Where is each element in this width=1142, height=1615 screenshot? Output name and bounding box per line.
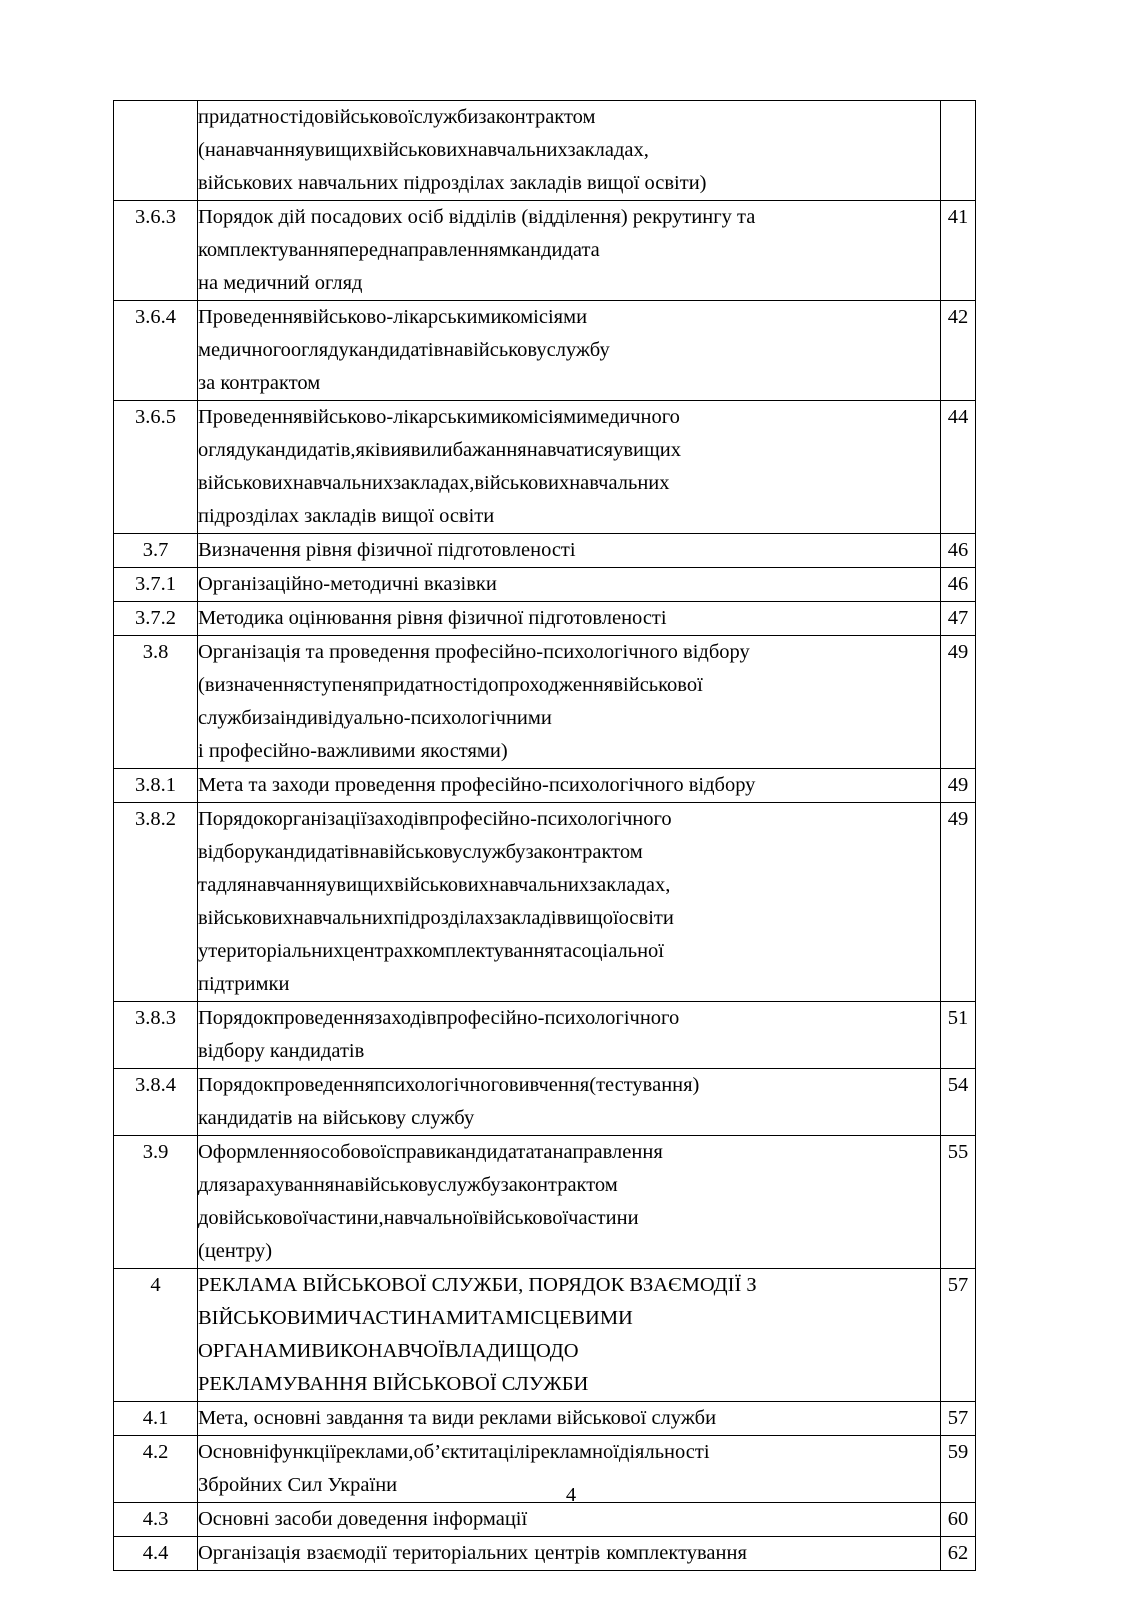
section-number-cell: 4.2 — [114, 1436, 198, 1503]
section-title-cell — [198, 1537, 941, 1571]
title-word: заходів — [374, 1007, 437, 1029]
page-number-cell: 47 — [941, 602, 976, 636]
title-word: навчання — [224, 139, 305, 161]
title-word: військово-лікарськими — [302, 406, 502, 428]
title-word: кандидатів, — [255, 439, 356, 461]
title-word: на — [443, 339, 464, 361]
title-word: закладах, — [567, 139, 649, 161]
section-title-cell — [198, 1002, 941, 1069]
title-line — [198, 902, 940, 935]
title-word: Проведення — [198, 306, 303, 328]
title-word: до — [198, 1207, 219, 1229]
page-number-cell: 59 — [941, 1436, 976, 1503]
table-row — [114, 1069, 976, 1136]
title-word: рекламної — [530, 1441, 619, 1463]
title-word: у — [304, 139, 315, 161]
section-number-cell: 3.8.1 — [114, 769, 198, 803]
title-word: на — [359, 841, 380, 863]
title-line — [198, 267, 940, 300]
title-word: виявили — [380, 439, 453, 461]
title-line — [198, 968, 940, 1001]
section-number-cell: 4.4 — [114, 1537, 198, 1571]
title-line — [198, 1136, 940, 1169]
title-word: військової — [324, 106, 414, 128]
page-number-cell — [941, 101, 976, 201]
title-line — [198, 101, 940, 134]
section-number-cell: 3.7.1 — [114, 568, 198, 602]
title-word: комплектування — [413, 940, 554, 962]
title-word: вивчення — [508, 1074, 590, 1096]
title-word: кандидатів на військову службу — [198, 1107, 475, 1129]
title-word: кандидата — [511, 239, 600, 261]
title-line — [198, 301, 940, 334]
table-row — [114, 401, 976, 534]
page-number-cell: 49 — [941, 636, 976, 769]
title-word: Методика оцінювання рівня фізичної підготовленості — [198, 607, 667, 629]
title-line — [198, 836, 940, 869]
table-row — [114, 101, 976, 201]
table-row — [114, 1002, 976, 1069]
page-number-cell: 57 — [941, 1402, 976, 1436]
title-word: у — [326, 874, 337, 896]
title-line — [198, 434, 940, 467]
title-word: ВЛАДИ — [444, 1340, 516, 1362]
title-word: індивідуально-психологічними — [279, 707, 552, 729]
title-word: огляду — [290, 339, 349, 361]
section-number-cell: 3.7 — [114, 534, 198, 568]
title-word: підрозділах закладів вищої освіти — [198, 505, 495, 527]
title-word: комісіями — [501, 406, 588, 428]
title-word: та — [198, 874, 217, 896]
title-line — [198, 1537, 940, 1570]
title-line — [198, 1035, 940, 1068]
title-word: реклами, — [335, 1441, 414, 1463]
title-word: військової — [218, 1207, 309, 1229]
page-number-cell: 60 — [941, 1503, 976, 1537]
title-word: комплектування — [606, 1542, 747, 1564]
title-word: підтримки — [198, 973, 290, 995]
title-word: ЧАСТИНАМИ — [348, 1307, 479, 1329]
table-row — [114, 803, 976, 1002]
title-word: які — [355, 439, 381, 461]
title-word: психологічного — [374, 1074, 509, 1096]
title-word: ОРГАНАМИ — [198, 1340, 312, 1362]
table-row — [114, 1136, 976, 1269]
title-word: РЕКЛАМА ВІЙСЬКОВОЇ СЛУЖБИ, ПОРЯДОК ВЗАЄМОДІЇ З — [198, 1274, 757, 1296]
title-word: на медичний огляд — [198, 272, 363, 294]
title-word: військових — [394, 874, 489, 896]
title-word: вищих — [623, 439, 681, 461]
title-word: взаємодії — [306, 1542, 387, 1564]
title-word: огляду — [198, 439, 256, 461]
title-line — [198, 1368, 940, 1401]
title-word: навчатися — [526, 439, 614, 461]
title-word: навчальної — [383, 1207, 479, 1229]
title-word: навчальних — [292, 907, 394, 929]
title-line — [198, 167, 940, 200]
title-word: ТА — [478, 1307, 506, 1329]
title-word: за контрактом — [198, 372, 321, 394]
title-word: закладах, — [392, 472, 475, 494]
title-line — [198, 602, 940, 635]
title-word: особової — [309, 1141, 387, 1163]
footer-page-number: 4 — [565, 1484, 577, 1506]
title-line — [198, 735, 940, 768]
title-word: Порядок — [198, 808, 273, 830]
title-word: медичного — [198, 339, 291, 361]
section-title-cell — [198, 301, 941, 401]
table-row — [114, 636, 976, 769]
title-word: навчальних — [569, 472, 670, 494]
title-word: ВІЙСЬКОВИМИ — [198, 1307, 349, 1329]
title-line — [198, 1436, 940, 1469]
section-title-cell — [198, 1136, 941, 1269]
title-word: освіти — [618, 907, 674, 929]
title-word: та — [553, 940, 573, 962]
page-number-cell: 46 — [941, 568, 976, 602]
title-word: військової — [613, 674, 703, 696]
title-word: медичного — [587, 406, 680, 428]
section-number-cell: 3.6.3 — [114, 201, 198, 301]
title-line — [198, 401, 940, 434]
title-word: контрактом — [542, 841, 643, 863]
title-word: проходження — [498, 674, 614, 696]
section-title-cell — [198, 201, 941, 301]
title-word: відбору — [198, 841, 265, 863]
title-line — [198, 201, 940, 234]
title-line — [198, 1102, 940, 1135]
title-word: частини — [568, 1207, 639, 1229]
title-line — [198, 1169, 940, 1202]
title-word: для — [216, 874, 247, 896]
section-title-cell — [198, 534, 941, 568]
title-word: та — [479, 1441, 498, 1463]
section-title-cell — [198, 101, 941, 201]
title-word: придатності — [372, 674, 478, 696]
title-line — [198, 1235, 940, 1268]
title-word: закладах, — [589, 874, 671, 896]
title-word: вищих — [314, 139, 373, 161]
title-line — [198, 234, 940, 267]
title-line — [198, 568, 940, 601]
title-word: проведення — [273, 1007, 375, 1029]
section-title-cell — [198, 1069, 941, 1136]
title-word: територіальних — [208, 940, 344, 962]
title-word: частини, — [308, 1207, 384, 1229]
title-word: на — [334, 1174, 355, 1196]
section-title-cell — [198, 1269, 941, 1402]
title-word: військових навчальних підрозділах закладів вищої освіти) — [198, 172, 707, 194]
title-word: військову — [463, 339, 547, 361]
title-word: за — [525, 841, 543, 863]
title-word: і професійно-важливими якостями) — [198, 740, 508, 762]
title-word: РЕКЛАМУВАННЯ ВІЙСЬКОВОЇ СЛУЖБИ — [198, 1373, 589, 1395]
table-row — [114, 301, 976, 401]
section-title-cell — [198, 568, 941, 602]
title-word: кандидата — [446, 1141, 535, 1163]
title-line — [198, 1402, 940, 1435]
table-row — [114, 201, 976, 301]
title-word: контрактом — [495, 106, 596, 128]
page-number-cell: 51 — [941, 1002, 976, 1069]
title-word: професійно-психологічного — [428, 808, 672, 830]
section-number-cell: 4 — [114, 1269, 198, 1402]
title-word: Організаційно-методичні вказівки — [198, 573, 497, 595]
title-word: військових — [198, 907, 293, 929]
page-number-cell: 49 — [941, 769, 976, 803]
title-line — [198, 769, 940, 802]
title-line — [198, 1002, 940, 1035]
title-word: Оформлення — [198, 1141, 310, 1163]
page-number-cell: 54 — [941, 1069, 976, 1136]
title-word: службу — [437, 1174, 501, 1196]
title-word: Порядок — [198, 1074, 274, 1096]
title-line — [198, 1202, 940, 1235]
page-number-cell: 44 — [941, 401, 976, 534]
title-word: бажання — [452, 439, 527, 461]
title-word: направлення — [552, 1141, 663, 1163]
table-row — [114, 1402, 976, 1436]
title-word: та — [534, 1141, 553, 1163]
title-word: (визначення — [198, 674, 304, 696]
title-word: навчальних — [292, 472, 393, 494]
section-number-cell: 3.8.4 — [114, 1069, 198, 1136]
title-word: ступеня — [303, 674, 373, 696]
title-word: військової — [478, 1207, 569, 1229]
title-word: за — [478, 106, 496, 128]
title-word: цілі — [497, 1441, 531, 1463]
table-row — [114, 1537, 976, 1571]
title-word: контрактом — [517, 1174, 618, 1196]
title-line — [198, 869, 940, 902]
section-number-cell: 3.6.4 — [114, 301, 198, 401]
title-line — [198, 636, 940, 669]
title-line — [198, 334, 940, 367]
title-word: до — [477, 674, 499, 696]
title-word: навчання — [246, 874, 327, 896]
toc-table-body — [114, 101, 976, 1571]
title-word: Порядок — [198, 1007, 274, 1029]
title-word: вищої — [566, 907, 619, 929]
title-word: Основні засоби доведення інформації — [198, 1508, 528, 1530]
title-word: службу — [462, 841, 526, 863]
table-row — [114, 534, 976, 568]
title-word: Організація та проведення професійно-психологічного відбору — [198, 641, 750, 663]
title-line — [198, 1335, 940, 1368]
title-word: проведення — [273, 1074, 375, 1096]
title-line — [198, 1069, 940, 1102]
title-word: військових — [198, 472, 293, 494]
title-line — [198, 669, 940, 702]
title-word: функції — [269, 1441, 336, 1463]
title-word: об’єкти — [413, 1441, 480, 1463]
title-word: військових — [372, 139, 468, 161]
table-of-contents-table — [113, 100, 976, 1571]
title-word: МІСЦЕВИМИ — [505, 1307, 633, 1329]
table-row — [114, 568, 976, 602]
title-word: Мета, основні завдання та види реклами військової служби — [198, 1407, 717, 1429]
title-word: Визначення рівня фізичної підготовленості — [198, 539, 576, 561]
title-word: військову — [354, 1174, 438, 1196]
title-word: Порядок дій посадових осіб відділів (відділення) рекрутингу та — [198, 206, 756, 228]
section-title-cell — [198, 401, 941, 534]
title-word: служби — [198, 707, 263, 729]
title-word: вищих — [336, 874, 395, 896]
section-number-cell: 3.9 — [114, 1136, 198, 1269]
title-word: служби — [413, 106, 479, 128]
title-word: організації — [272, 808, 367, 830]
title-word: центрів — [534, 1542, 601, 1564]
section-number-cell: 3.8 — [114, 636, 198, 769]
title-word: діяльності — [618, 1441, 710, 1463]
title-word: у — [198, 940, 209, 962]
section-number-cell: 3.8.3 — [114, 1002, 198, 1069]
title-word: Організація — [198, 1542, 301, 1564]
title-line — [198, 803, 940, 836]
page-number-cell: 57 — [941, 1269, 976, 1402]
title-word: територіальних — [392, 1542, 529, 1564]
title-word: Основні — [198, 1441, 270, 1463]
page-number-cell: 62 — [941, 1537, 976, 1571]
title-word: ЩОДО — [515, 1340, 579, 1362]
title-word: за — [262, 707, 280, 729]
title-word: Проведення — [198, 406, 303, 428]
title-word: направленням — [388, 239, 512, 261]
title-line — [198, 1269, 940, 1302]
title-word: комісіями — [501, 306, 588, 328]
section-title-cell — [198, 803, 941, 1002]
table-row — [114, 769, 976, 803]
title-word: комплектування — [198, 239, 339, 261]
title-word: (центру) — [198, 1240, 273, 1262]
section-number-cell: 3.8.2 — [114, 803, 198, 1002]
title-word: навчальних — [488, 874, 589, 896]
page-number-cell: 46 — [941, 534, 976, 568]
table-row — [114, 602, 976, 636]
title-line — [198, 134, 940, 167]
title-word: кандидатів — [264, 841, 360, 863]
title-word: (тестування) — [589, 1074, 700, 1096]
section-number-cell: 3.6.5 — [114, 401, 198, 534]
page-number-cell: 49 — [941, 803, 976, 1002]
section-title-cell — [198, 636, 941, 769]
title-word: придатності — [198, 106, 304, 128]
title-word: Збройних Сил України — [198, 1474, 398, 1496]
title-word: військову — [379, 841, 463, 863]
title-word: (на — [198, 139, 225, 161]
title-word: відбору кандидатів — [198, 1040, 365, 1062]
title-line — [198, 534, 940, 567]
title-word: у — [613, 439, 624, 461]
title-word: центрах — [343, 940, 414, 962]
title-word: закладів — [493, 907, 567, 929]
section-number-cell: 4.3 — [114, 1503, 198, 1537]
title-line — [198, 935, 940, 968]
page-number-cell: 41 — [941, 201, 976, 301]
title-word: кандидатів — [348, 339, 444, 361]
title-word: до — [303, 106, 325, 128]
section-number-cell: 3.7.2 — [114, 602, 198, 636]
title-word: військово-лікарськими — [302, 306, 502, 328]
table-row — [114, 1269, 976, 1402]
title-word: перед — [338, 239, 389, 261]
title-word: справи — [386, 1141, 447, 1163]
title-word: військових — [474, 472, 570, 494]
title-word: для — [198, 1174, 229, 1196]
section-title-cell — [198, 1402, 941, 1436]
page-number-cell: 42 — [941, 301, 976, 401]
title-line — [198, 367, 940, 400]
section-title-cell — [198, 602, 941, 636]
title-word: підрозділах — [393, 907, 494, 929]
title-word: зарахування — [228, 1174, 335, 1196]
title-word: Мета та заходи проведення професійно-психологічного відбору — [198, 774, 756, 796]
title-word: соціальної — [572, 940, 664, 962]
section-number-cell — [114, 101, 198, 201]
title-word: професійно-психологічного — [436, 1007, 680, 1029]
title-line — [198, 702, 940, 735]
title-word: за — [500, 1174, 518, 1196]
title-line — [198, 1302, 940, 1335]
page-number-cell: 55 — [941, 1136, 976, 1269]
section-number-cell: 4.1 — [114, 1402, 198, 1436]
title-word: навчальних — [467, 139, 568, 161]
title-word: ВИКОНАВЧОЇ — [311, 1340, 445, 1362]
title-word: заходів — [366, 808, 429, 830]
title-word: службу — [546, 339, 610, 361]
section-title-cell — [198, 769, 941, 803]
title-line — [198, 467, 940, 500]
title-line — [198, 500, 940, 533]
